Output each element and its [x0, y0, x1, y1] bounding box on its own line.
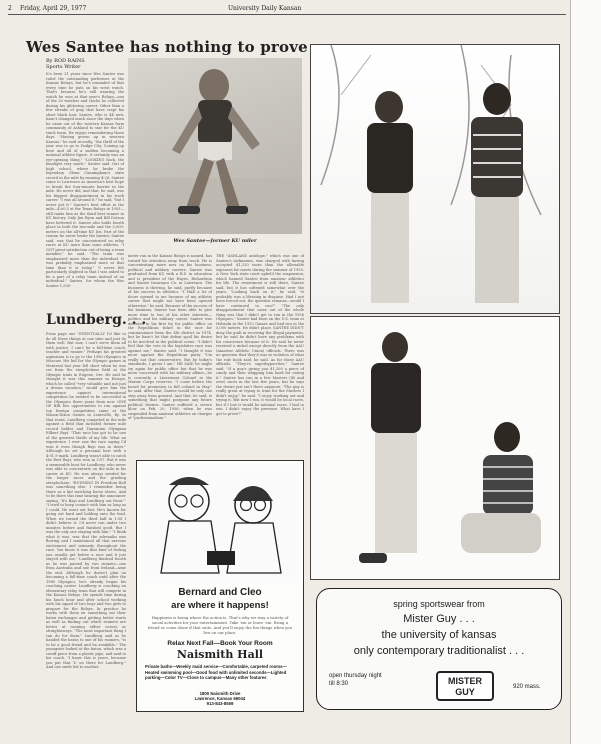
lundberg-column-text: From page one "EVENTUALLY I'd like to do all these things at one time and just do them well. But now, I can't serve them all with justice. I can't be a full-time coach, teacher and runner." Perhaps his greatest aspiration is to go to the 1980 Olympics in Moscow. His bid for the Olympic games in Montreal last year fell short when he was cut from the steeplechase field at the Olympic trials in Eugene, Ore. He said he thought it was this summer in Europe, which he called "very valuable and not just a dream vacation," would give him the experience against international competition he needed to be successful in the Olympics three years from now. ONE OF BIB few opportunities to run against top foreign competition came at the Mason-Dixon Games in Louisville, Ky. In that event, Lundberg competed in the mile against a field that included former mile record holder and Tanzanian Olympian Filbert Bayi. "That race has got to be one of the greatest thrills of my life. What an experience. I ever saw the race saying I'd won it even though Bayi was in there." Although he set a personal best with a 4:01.9 mark, Lundberg wasn't able to catch the fleet Bayi, who won in 3:57. But it was a memorable bout for Lundberg, who never was able to concentrate on the mile in his career at KU. He was always needed for the longer races and the grueling steeplechase. "RUNNING IN Freedom Hall was something else. I remember being there as a kid watching horse shows. And to be there this time hearing the announcer saying, 'It's Bayi and Lundberg out front.'" "I tried to keep contact with him as long as I could. He went out fast. He's known for going out hard and holding onto the lead. When we turned the third half in 1:58 I didn't believe it. I'd never run under two minutes before and finished good. But I was the only one staying with him." "I think what it was, was that the adrenalin was flowing and I maintained all that nervous excitement and intensity throughout the race. You know it was that kind of feeling you usually get before a race and it just stayed with me." Lundberg finished fourth as he was passed by two runners—one from Australia and one from Ireland—near the end. Although he doesn't plan on becoming a full-time coach until after the 1980 Olympics, he's already begun his coaching career. Lundberg is coaching an elementary relay team that will compete in the Kansas Relays. He spends time during his lunch hour and after school working with his squad of two boys and two girls to prepare for the Relays. In practice he works with them on smoothing out their baton exchanges and getting better starts as well as finding out which runners are better at running either curves or straightaways. "The most important thing I can do for them," Lundberg said as he handed the baton to one of his runners, "is to be a good friend and be available." The youngster looked at the baton, which was a cutoff piece from a plastic pipe, and said to his coach, "I know this is yours, because you put that 'L' on there for Lundberg." And one smile led to another. [46, 332, 128, 669]
mister-guy-logo [436, 671, 494, 701]
ad-headline-2: are where it happens! [171, 600, 269, 611]
folio-paper-name: University Daily Kansan [228, 5, 302, 12]
ad-tagline: Happiness is being where the action is. That's why we stay a variety of social activities for your entertainment. Take 'em or leave 'em. Bring a friend or come alone if that suits. And you'll enjoy the fun things when you live on our place. [148, 615, 292, 635]
mister-guy-line-3: the university of kansas [381, 629, 497, 641]
folio-line [8, 4, 566, 15]
naismith-hall-ad [136, 460, 304, 712]
byline [46, 58, 85, 70]
mister-guy-ad [316, 588, 562, 710]
ad-address-line-1: 1800 Naismith Drive [199, 691, 241, 696]
article-column-3-text: THE "ASHLAND antelope," which was one of Santee's nicknames, was charged with having accepted $1,220 more than the allowable expenses for meets during the summer of 1955. A New York state court upheld the suspension, which banned Santee from amateur athletics for life. The resentment is still there, Santee said, but it has softened somewhat over the years. "Looking back on it," he said, "it probably was a blessing in disguise. Had I not been forced out, the question remains—would I have continued to run?" "The only disappointment that came out of the whole thing was that I didn't get to run in the 1956 Olympics." Santee had been on the U.S. team at Helsinki in the 1952 Games and had run in the 5,000 meters. He didn't place. SANTEE DIDN'T deny the guilt in receiving the illegal payments, but he said he didn't have any problems with his conscience because of it. He said he never received a nickel except directly from the AAU (Amateur Athletic Union) officials. There was no question that they'd was in violation of what the rule book said, he said. As for those AAU officials, "They're superhypocrites," Santee said. "If a guy's giving you $1,200 a piece of candy and then whipping him hard for eating it." Santee has run in a few Masters (40 and over) races in the last few years, but he says the desire just isn't there anymore. "The guy is really great at trying to train for the Masters I didn't enjoy," he said. "I enjoy working out and trying it. But now I run, it would be local races, but if I lost it would be national races. I had to win. I didn't enjoy the pressure. What have I got to prove?" [216, 254, 306, 416]
mister-guy-line-4: only contemporary traditionalist . . . [353, 645, 525, 657]
lundberg-subhead: Lundberg. . . [46, 312, 147, 328]
photo-caption: Wes Santee—former KU miler [173, 238, 257, 244]
adjacent-page-edge [570, 0, 601, 744]
santee-runner-illustration [128, 58, 302, 234]
store-hours [329, 672, 382, 688]
article-column-1 [46, 72, 124, 308]
byline-role: Sports Writer [46, 64, 81, 70]
logo-line-1: MISTER [447, 676, 482, 686]
santee-photo [128, 58, 302, 234]
folio-date: Friday, April 29, 1977 [20, 5, 87, 12]
ad-relax-line: Relax Next Fall—Book Your Room [167, 640, 273, 647]
article-column-1-text: It's been 21 years since Wes Santee was ruled the outstanding performer at the Kansas Relays, but he's reminded of that every time he puts on his wrist watch. That's because he's still wearing the watch he won at that year's Relays—one of the 20 watches and clocks he collected during his glittering career. Other than a few streaks of gray that have crept his short black hair, Santee, who is 44 now, hasn't changed much since the days when he came out of the western Kansas farm community of Ashland to star for the KU track team. He enjoys remembering those days. "Having grown up in western Kansas," he said recently, "the thrill of the year was to go to Dodge City. Coming up here and all of a sudden becoming a national athlete figure, it certainly was an eye-opening thing." "LOOKING back, the limelight very much," Santee said. Out of high school, where he broke the legendary Glenn Cunningham's state record in the mile by running 4:26, Santee came to Lawrence as America's best hope to break the four-minute barrier in the mile. He never did, and that, he said, was his biggest disappointment in his track career. "I was all around it," he said, "but I never got it." Santee's best effort in the mile—4:00.5 at the Texas Relays in 1955—still ranks him as the third best runner in KU history. Only Jim Ryun and Bill Dotson have bettered it. Santee also holds fourth place in both the two-mile and the 5,000-meters on the all-time KU list. Part of the reason he never broke the barrier, Santee said, was that he concentrated on relay races at KU more than some athletes. "I GOT great satisfaction out of being a team member," he said. "The team was emphasized more than the individual. It was probably emphasized more at that time than it is today." "I never felt particularly slighted in that I was asked to be a part of a relay team instead of an individual." Santee, for whom the Wes Santee 1,500- [46, 72, 126, 288]
article-headline: Wes Santee has nothing to prove [26, 38, 308, 56]
ad-address [137, 691, 303, 706]
store-hours-line-1: open thursday night [329, 673, 382, 679]
couple-cartoon-drawing [141, 465, 299, 583]
logo-line-2: GUY [455, 687, 475, 697]
ad-address-line-2: Lawrence, Kansas 66044 [194, 696, 246, 701]
ad-phone: 913-843-8559 [206, 701, 234, 706]
article-column-2-text: meter run in the Kansas Relays is named, has turned his attention away from track. He is concentrating more now on his business, political and military careers. Santee was graduated from KU with a B.S. in education and is president of the Hayes, Richardson and Santee Insurance Co. in Lawrence. The business is thriving, he said, partly because of his success in athletics. "I HAD a lot of doors opened to me because of my athletic career that might not have been opened otherwise," he said. Because of the success of his business, Santee has been able to give more time to two of his other interests—politics and his military career. Santee was defeated in his first try for public office on the Republican ticket in the race for commissioner from the 4th district in 1974, but he hasn't let that defeat spoil his desire to be involved in the political scene. "I didn't feel that the vote in the legislative race was against me," Santee said. "I thought it was more against the Republican party. "I'm really not that conservative. But by today's standards, I guess I am." HE SAID he might try again for public office but that he was more concerned with his military affairs—he is currently a Lieutenant Colonel in the Marine Corps reserves. "I come before the board for promotion to full colonel in May," he said. After that, Santee would be only one step away from general. And that, he said, is something that might postpone any future political desires. Santee suffered a severe blow on Feb. 20, 1956, when he was suspended from amateur athletics on charges of "professionalism." [128, 254, 214, 420]
article-column-3 [216, 254, 304, 454]
ad-features: Private baths—Weekly maid service—Comfortable, carpeted rooms—Heated swimming pool—Good food with unlimited seconds—Lighted parking—Color TV—Close to campus—Many other features [145, 664, 287, 680]
page-number: 2 [8, 5, 12, 12]
ad-headline-1: Bernard and Cleo [178, 587, 262, 598]
fashion-photo-bottom [310, 316, 560, 580]
store-hours-line-2: till 8:30 [329, 681, 349, 687]
fashion-couple-illustration [311, 317, 559, 579]
article-column-2 [128, 254, 212, 454]
bernard-cleo-illustration [141, 465, 299, 583]
mister-guy-line-1: spring sportswear from [393, 599, 485, 609]
byline-author: By ROD RAINS [46, 58, 85, 64]
naismith-hall-logo: Naismith Hall [176, 648, 264, 661]
lundberg-column [46, 332, 126, 724]
mister-guy-line-2: Mister Guy . . . [403, 613, 475, 625]
fashion-photo-top [310, 44, 560, 314]
store-address: 920 mass. [513, 684, 541, 690]
fashion-models-illustration [311, 45, 559, 313]
